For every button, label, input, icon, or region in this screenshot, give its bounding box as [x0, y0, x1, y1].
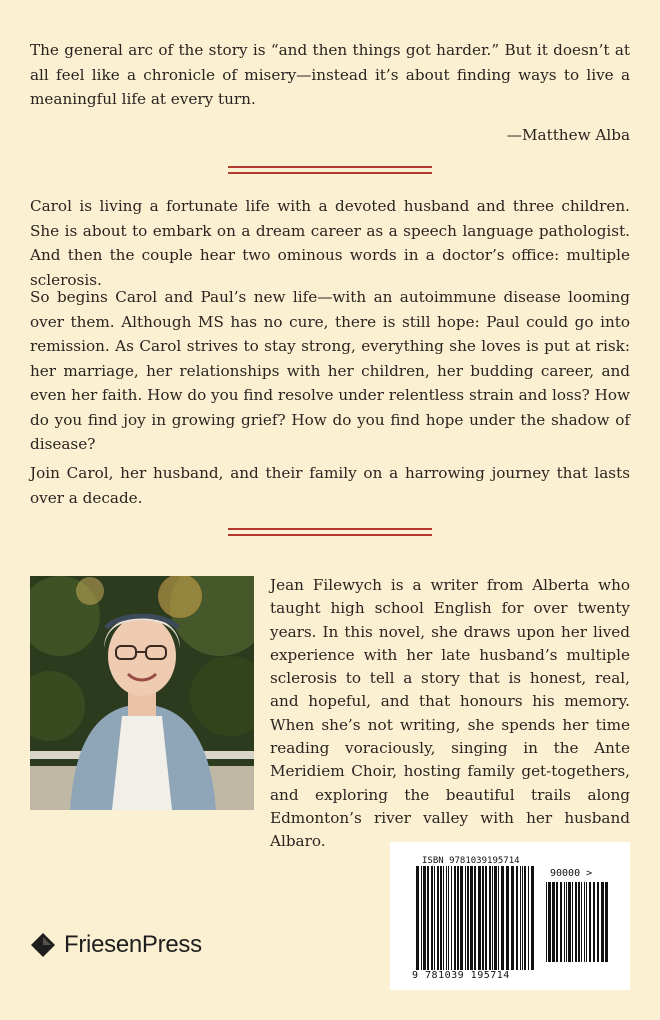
barcode-main-bars	[416, 866, 534, 970]
publisher-logo	[30, 928, 202, 962]
friesenpress-diamond-icon	[30, 932, 56, 958]
author-bio: Jean Filewych is a writer from Alberta who taught high school English for over twenty years. In this novel, she draws upon her lived experience with her late husband’s multiple sclerosis to tell a story that is honest, real, and hopeful, and that honours his memory. When she’s not writing, she spends her time reading voraciously, singing in the Ante Meridiem Choir, hosting family get-togethers, and exploring the beautiful trails along Edmonton’s river valley with her husband Albaro.	[270, 576, 630, 851]
author-photo	[30, 576, 254, 810]
isbn-barcode	[390, 842, 630, 990]
isbn-digits: 9 781039 195714	[412, 970, 510, 981]
ornamental-divider	[228, 166, 432, 174]
ornamental-divider	[228, 528, 432, 536]
price-code: 90000 >	[550, 868, 593, 879]
publisher-name: FriesenPress	[64, 931, 202, 958]
synopsis-paragraph-2: So begins Carol and Paul’s new life—with an autoimmune disease looming over them. Although MS has no cure, there is still hope: Paul could go into remission. As Carol strives to stay strong, everything she loves is put at risk: her marriage, her relationships with her children, her budding career, and even her faith. How do you find resolve under relentless strain and loss? How do you find joy in growing grief? How do you find hope under the shadow of disease?	[30, 288, 630, 453]
isbn-label: ISBN 9781039195714	[422, 856, 520, 866]
synopsis-paragraph-1: Carol is living a fortunate life with a devoted husband and three children. She is about to embark on a dream career as a speech language pathologist. And then the couple hear two ominous words in a doctor’s office: multiple sclerosis.	[30, 197, 630, 289]
endorsement-quote: The general arc of the story is “and then things got harder.” But it doesn’t at all feel like a chronicle of misery—instead it’s about finding ways to live a meaningful life at every turn.	[30, 41, 630, 108]
endorsement-attribution: —Matthew Alba	[506, 126, 630, 144]
synopsis-paragraph-3: Join Carol, her husband, and their family on a harrowing journey that lasts over a decade.	[30, 464, 630, 507]
barcode-price-bars	[546, 882, 610, 962]
